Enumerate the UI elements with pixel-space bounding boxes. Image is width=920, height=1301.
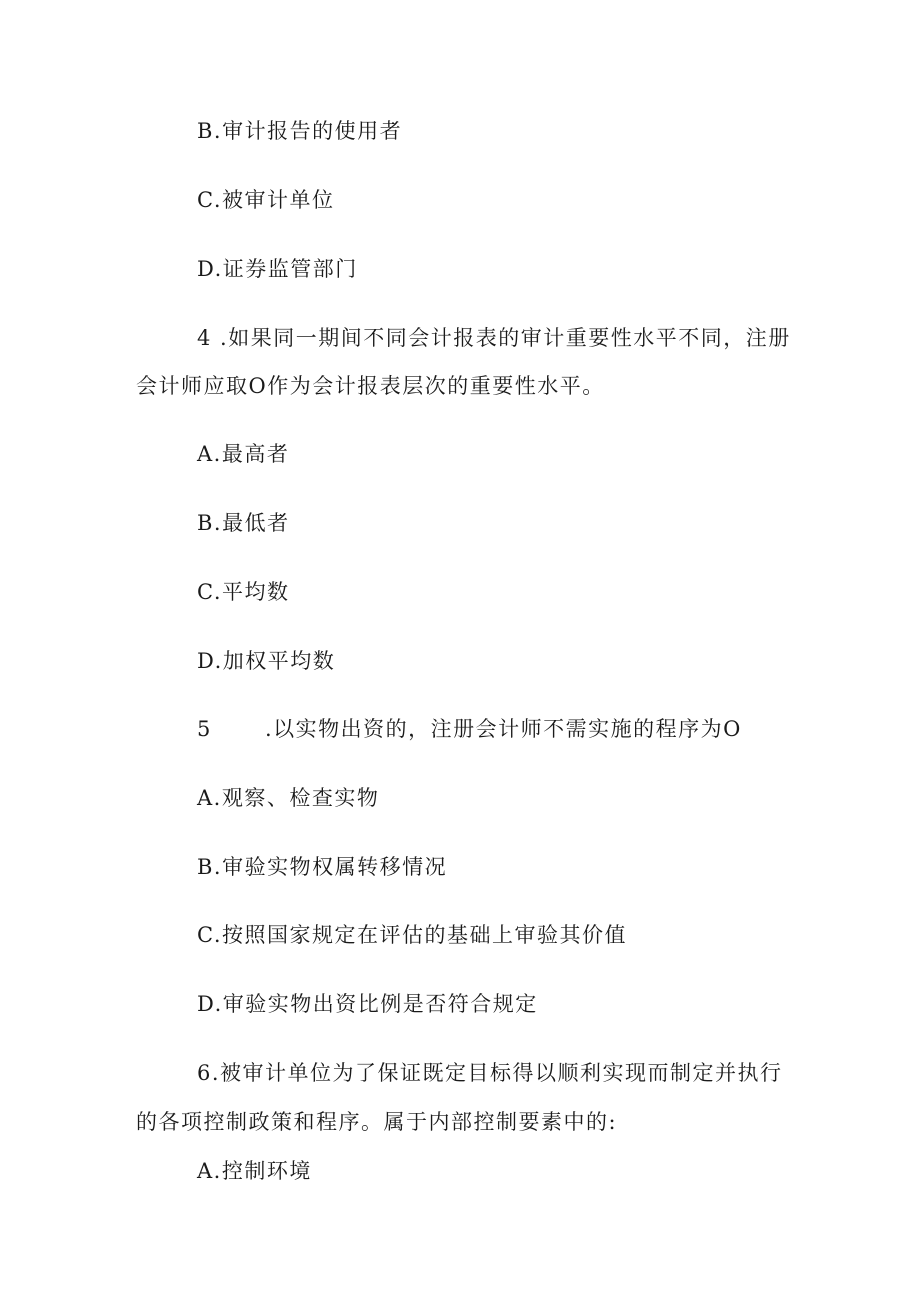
q5-option-c: C.按照国家规定在评估的基础上审验其价值 bbox=[197, 923, 627, 947]
q4-option-b: B.最低者 bbox=[197, 511, 290, 535]
q4-stem-line2: 会计师应取O作为会计报表层次的重要性水平。 bbox=[136, 374, 605, 398]
q5-stem-text: .以实物出资的，注册会计师不需实施的程序为O bbox=[265, 717, 742, 741]
q3-option-b: B.审计报告的使用者 bbox=[197, 119, 403, 143]
q3-option-c: C.被审计单位 bbox=[197, 188, 335, 212]
q3-option-d: D.证券监管部门 bbox=[197, 257, 358, 281]
q4-option-c: C.平均数 bbox=[197, 580, 290, 604]
q5-option-b: B.审验实物权属转移情况 bbox=[197, 855, 448, 879]
q5-stem bbox=[197, 714, 742, 744]
q6-stem-line2: 的各项控制政策和程序。属于内部控制要素中的: bbox=[136, 1110, 618, 1134]
q4-option-d: D.加权平均数 bbox=[197, 649, 336, 673]
q6-stem-line1: 6.被审计单位为了保证既定目标得以顺利实现而制定并执行 bbox=[197, 1061, 783, 1085]
q4-stem-line1: 4 .如果同一期间不同会计报表的审计重要性水平不同，注册 bbox=[197, 326, 791, 350]
q5-option-d: D.审验实物出资比例是否符合规定 bbox=[197, 992, 538, 1016]
q4-option-a: A.最高者 bbox=[197, 442, 290, 466]
q6-option-a: A.控制环境 bbox=[197, 1159, 312, 1183]
q5-option-a: A.观察、检查实物 bbox=[197, 786, 380, 810]
q5-number: 5 bbox=[197, 717, 212, 741]
